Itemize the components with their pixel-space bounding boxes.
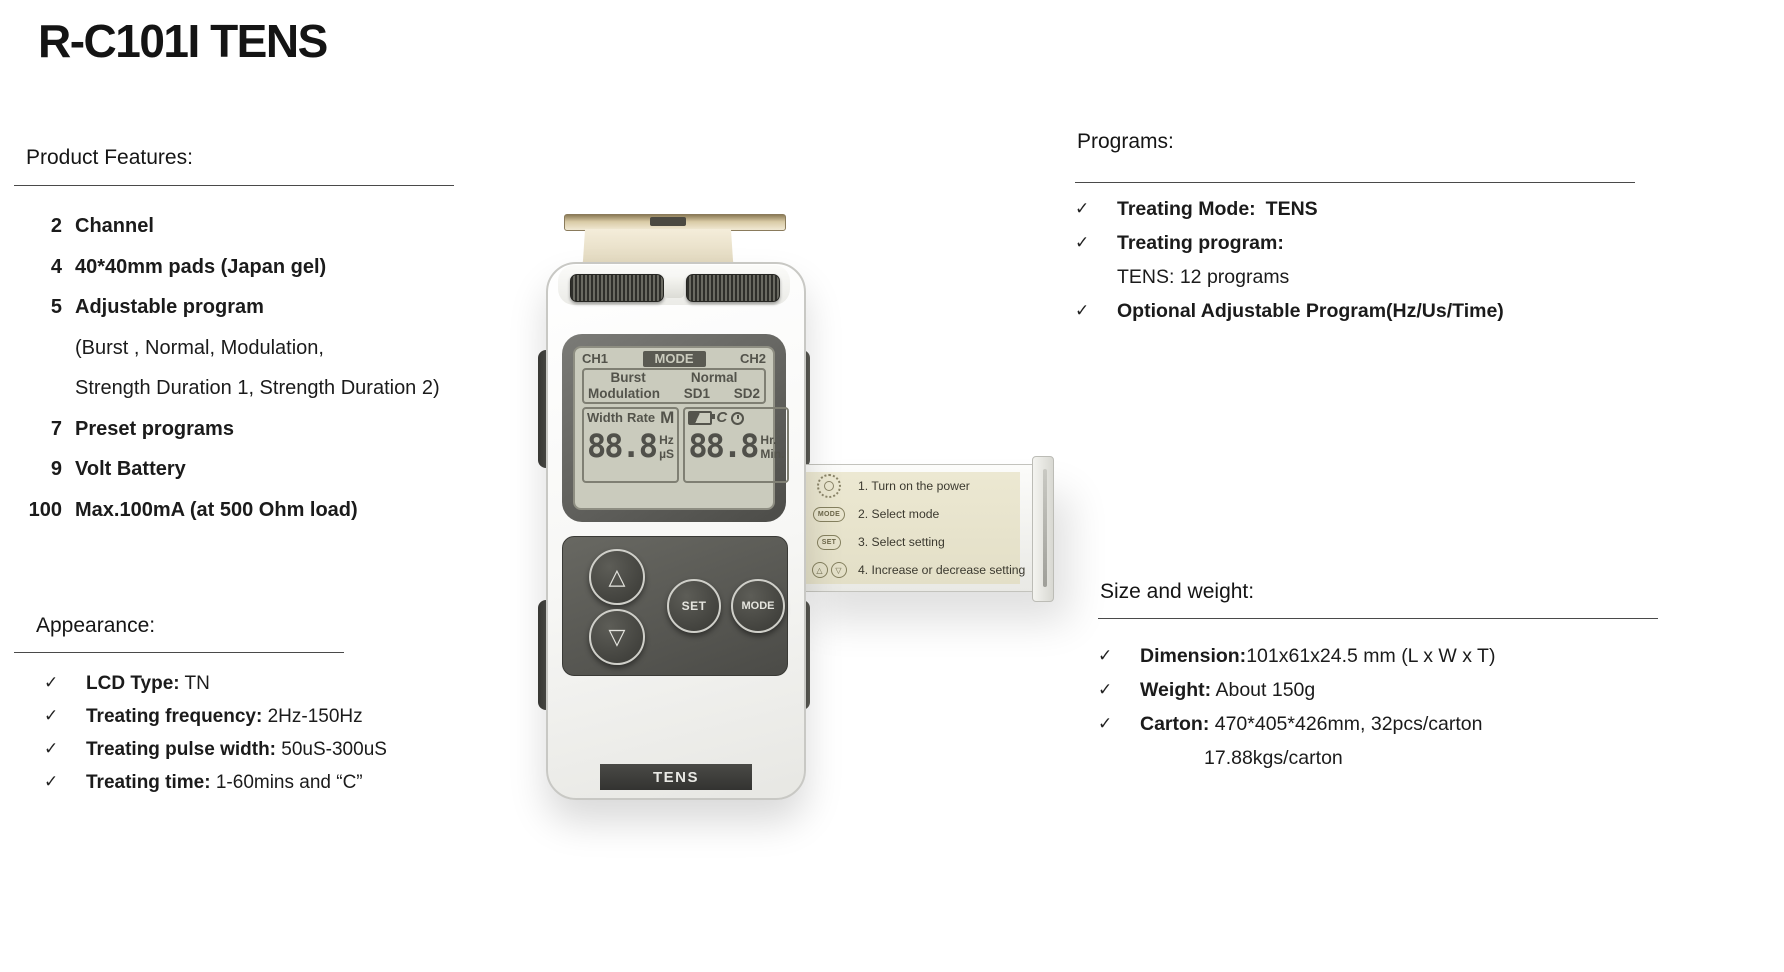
programs-list (1075, 196, 1735, 324)
feature-number: 4 (50, 255, 62, 278)
item-value: 470*405*426mm, 32pcs/carton (1209, 713, 1483, 735)
instruction-text: 1. Turn on the power (858, 479, 970, 493)
tens-device-illustration (488, 212, 1078, 812)
down-button: ▽ (589, 609, 645, 665)
lcd-bezel (562, 334, 786, 522)
item-value: 1-60mins and “C” (210, 772, 363, 793)
clock-icon (731, 412, 744, 425)
item-label: Treating program: (1117, 232, 1284, 254)
lcd-screen (573, 346, 785, 510)
item-value: About 150g (1211, 679, 1316, 701)
product-features-list (14, 212, 494, 524)
lcd-mode-box (582, 368, 766, 404)
feature-row-continuation (14, 334, 494, 362)
check-icon: ✓ (44, 673, 59, 693)
page-title: R-C101I TENS (38, 15, 327, 67)
list-item (1098, 677, 1758, 703)
feature-number (14, 374, 62, 402)
programs-heading: Programs: (1077, 130, 1174, 153)
instruction-text: 4. Increase or decrease setting (858, 563, 1026, 577)
instruction-card (794, 464, 1050, 592)
lcd-m-indicator: M (660, 408, 675, 427)
lcd-us-unit: µS (659, 447, 674, 461)
feature-text: Channel (75, 215, 154, 237)
item-value: TN (179, 673, 210, 694)
check-icon: ✓ (1075, 233, 1090, 253)
instruction-card-panel (802, 472, 1026, 584)
lcd-sd1-label: SD1 (683, 386, 710, 401)
divider (14, 185, 454, 186)
item-label: Carton: (1140, 713, 1210, 735)
lcd-rate-label: Rate (626, 410, 656, 425)
battery-icon (688, 411, 712, 425)
feature-number (14, 334, 62, 362)
intensity-dial-ch2 (686, 274, 780, 302)
feature-row (14, 253, 494, 281)
instruction-step (802, 528, 1020, 556)
feature-text: Strength Duration 1, Strength Duration 2) (75, 377, 440, 399)
check-icon: ✓ (1075, 301, 1090, 321)
lcd-time-box (683, 407, 789, 483)
check-icon: ✓ (44, 772, 59, 792)
divider (1098, 618, 1658, 619)
up-button: △ (589, 549, 645, 605)
feature-row (14, 415, 494, 443)
appearance-heading: Appearance: (36, 614, 156, 637)
power-dial-icon (817, 474, 841, 498)
up-arrow-icon: △ (812, 562, 828, 578)
feature-row (14, 455, 494, 483)
size-weight-subline: 17.88kgs/carton (1204, 747, 1343, 769)
check-icon: ✓ (1098, 646, 1113, 666)
lcd-left-digits: 88.8 (587, 427, 657, 465)
item-label: Dimension: (1140, 645, 1247, 667)
instruction-step (802, 556, 1026, 584)
instruction-card-handle (1032, 456, 1054, 602)
appearance-list (14, 671, 494, 795)
list-item (44, 704, 494, 729)
feature-row (14, 293, 494, 321)
button-panel (562, 536, 788, 676)
mode-button-icon: MODE (813, 507, 845, 522)
lcd-burst-label: Burst (610, 370, 646, 385)
lcd-modulation-label: Modulation (588, 386, 660, 401)
size-weight-heading: Size and weight: (1100, 580, 1255, 603)
instruction-step (802, 472, 1020, 500)
feature-row (14, 212, 494, 240)
belt-clip-notch (650, 217, 686, 226)
check-icon: ✓ (1075, 199, 1090, 219)
feature-text: Adjustable program (75, 296, 264, 318)
lcd-hr-unit: Hr. (760, 433, 777, 447)
lcd-sd2-label: SD2 (733, 386, 760, 401)
instruction-text: 3. Select setting (858, 535, 945, 549)
lcd-ch1-label: CH1 (582, 351, 609, 366)
feature-text: Max.100mA (at 500 Ohm load) (75, 498, 358, 521)
item-value: TENS (1265, 198, 1318, 220)
size-weight-section (1098, 580, 1758, 779)
lcd-right-digits: 88.8 (688, 427, 758, 465)
feature-text: 40*40mm pads (Japan gel) (75, 255, 327, 278)
mode-button: MODE (731, 579, 785, 633)
lcd-hz-unit: Hz (659, 433, 674, 447)
size-weight-list (1098, 643, 1758, 771)
list-item (44, 770, 494, 795)
divider (14, 652, 344, 653)
divider (1075, 182, 1635, 183)
set-button: SET (667, 579, 721, 633)
feature-number: 100 (28, 498, 62, 521)
down-arrow-icon: ▽ (831, 562, 847, 578)
feature-row-continuation (14, 374, 494, 402)
feature-text: Volt Battery (75, 458, 186, 480)
list-item (1098, 711, 1758, 737)
programs-subline: TENS: 12 programs (1117, 266, 1290, 288)
item-label: Optional Adjustable Program(Hz/Us/Time) (1117, 300, 1504, 322)
feature-number: 2 (50, 215, 62, 237)
item-label: Treating frequency: (86, 706, 263, 727)
appearance-section (14, 614, 494, 803)
check-icon: ✓ (1098, 680, 1113, 700)
product-features-section (14, 146, 494, 536)
check-icon: ✓ (1098, 714, 1113, 734)
list-item (1075, 230, 1735, 256)
lcd-normal-label: Normal (690, 370, 738, 385)
feature-text: (Burst , Normal, Modulation, (75, 336, 324, 359)
list-item (44, 737, 494, 762)
item-label: Treating time: (86, 772, 211, 793)
item-value: 101x61x24.5 mm (L x W x T) (1246, 645, 1496, 667)
lcd-width-label: Width (587, 410, 623, 425)
intensity-dial-ch1 (570, 274, 664, 302)
product-features-heading: Product Features: (26, 146, 193, 169)
instruction-step (802, 500, 1020, 528)
list-item (44, 671, 494, 696)
feature-number: 5 (50, 296, 62, 318)
device-body (546, 262, 806, 800)
item-label: LCD Type: (86, 673, 180, 694)
list-item (1098, 643, 1758, 669)
item-label: Treating pulse width: (86, 739, 277, 760)
feature-row (14, 496, 494, 524)
feature-number: 7 (50, 417, 62, 440)
item-label: Treating Mode: (1117, 198, 1256, 220)
programs-section (1075, 130, 1735, 332)
feature-text: Preset programs (75, 417, 234, 440)
lcd-rate-box (582, 407, 679, 483)
lcd-mode-badge: MODE (643, 351, 706, 367)
item-label: Weight: (1140, 679, 1212, 701)
lcd-c-indicator: C (716, 409, 728, 426)
instruction-text: 2. Select mode (858, 507, 940, 521)
item-value: 50uS-300uS (276, 739, 387, 760)
set-button-icon: SET (817, 535, 842, 550)
lcd-min-unit: Min. (760, 447, 785, 461)
handle-slot (1043, 469, 1047, 587)
device-label: TENS (600, 764, 752, 790)
check-icon: ✓ (44, 739, 59, 759)
check-icon: ✓ (44, 706, 59, 726)
list-item (1075, 196, 1735, 222)
item-value: 2Hz-150Hz (262, 706, 363, 727)
lcd-ch2-label: CH2 (739, 351, 766, 366)
list-item (1075, 298, 1735, 324)
knob-divider (664, 277, 684, 298)
feature-number: 9 (50, 458, 62, 480)
